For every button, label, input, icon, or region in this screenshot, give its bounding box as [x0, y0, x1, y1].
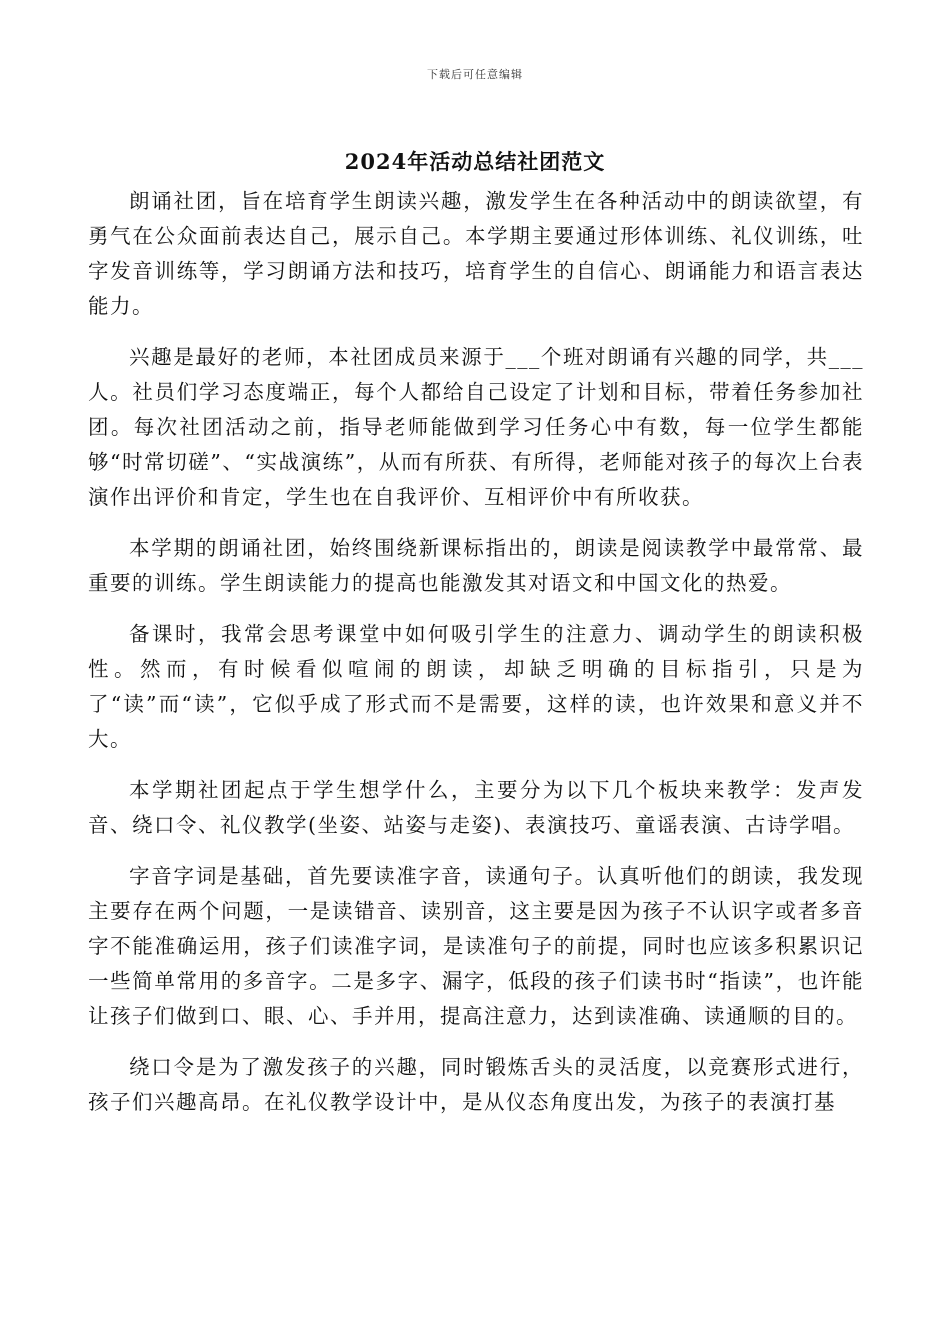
document-body	[88, 184, 864, 1136]
paragraph-interest: 兴趣是最好的老师，本社团成员来源于___个班对朗诵有兴趣的同学，共___人。社员们学习态度端正，每个人都给自己设定了计划和目标，带着任务参加社团。每次社团活动之前，指导老师能做到学习任务心中有数，每一位学生都能够“时常切磋”、“实战演练”，从而有所获、有所得，老师能对孩子的每次上台表演作出评价和肯定，学生也在自我评价、互相评价中有所收获。	[88, 345, 864, 509]
header-note: 下载后可任意编辑	[427, 68, 523, 81]
document-title: 2024年活动总结社团范文	[344, 149, 606, 174]
paragraph-modules: 本学期社团起点于学生想学什么，主要分为以下几个板块来教学：发声发音、绕口令、礼仪教学(坐姿、站姿与走姿)、表演技巧、童谣表演、古诗学唱。	[88, 778, 864, 837]
paragraph-tongue-twister: 绕口令是为了激发孩子的兴趣，同时锻炼舌头的灵活度，以竞赛形式进行，孩子们兴趣高昂。在礼仪教学设计中，是从仪态角度出发，为孩子的表演打基	[88, 1055, 864, 1114]
paragraph-curriculum: 本学期的朗诵社团，始终围绕新课标指出的，朗读是阅读教学中最常常、最重要的训练。学生朗读能力的提高也能激发其对语文和中国文化的热爱。	[88, 536, 864, 595]
paragraph-pronunciation: 字音字词是基础，首先要读准字音，读通句子。认真听他们的朗读，我发现主要存在两个问题，一是读错音、读别音，这主要是因为孩子不认识字或者多音字不能准确运用，孩子们读准字词，是读准句子的前提，同时也应该多积累识记一些简单常用的多音字。二是多字、漏字，低段的孩子们读书时“指读”，也许能让孩子们做到口、眼、心、手并用，提高注意力，达到读准确、读通顺的目的。	[88, 864, 864, 1028]
paragraph-intro: 朗诵社团，旨在培育学生朗读兴趣，激发学生在各种活动中的朗读欲望，有勇气在公众面前表达自己，展示自己。本学期主要通过形体训练、礼仪训练，吐字发音训练等，学习朗诵方法和技巧，培育学生的自信心、朗诵能力和语言表达能力。	[88, 189, 864, 318]
paragraph-lesson-prep: 备课时，我常会思考课堂中如何吸引学生的注意力、调动学生的朗读积极性。然而，有时候看似喧闹的朗读，却缺乏明确的目标指引，只是为了“读”而“读”，它似乎成了形式而不是需要，这样的读，也许效果和意义并不大。	[88, 622, 864, 751]
